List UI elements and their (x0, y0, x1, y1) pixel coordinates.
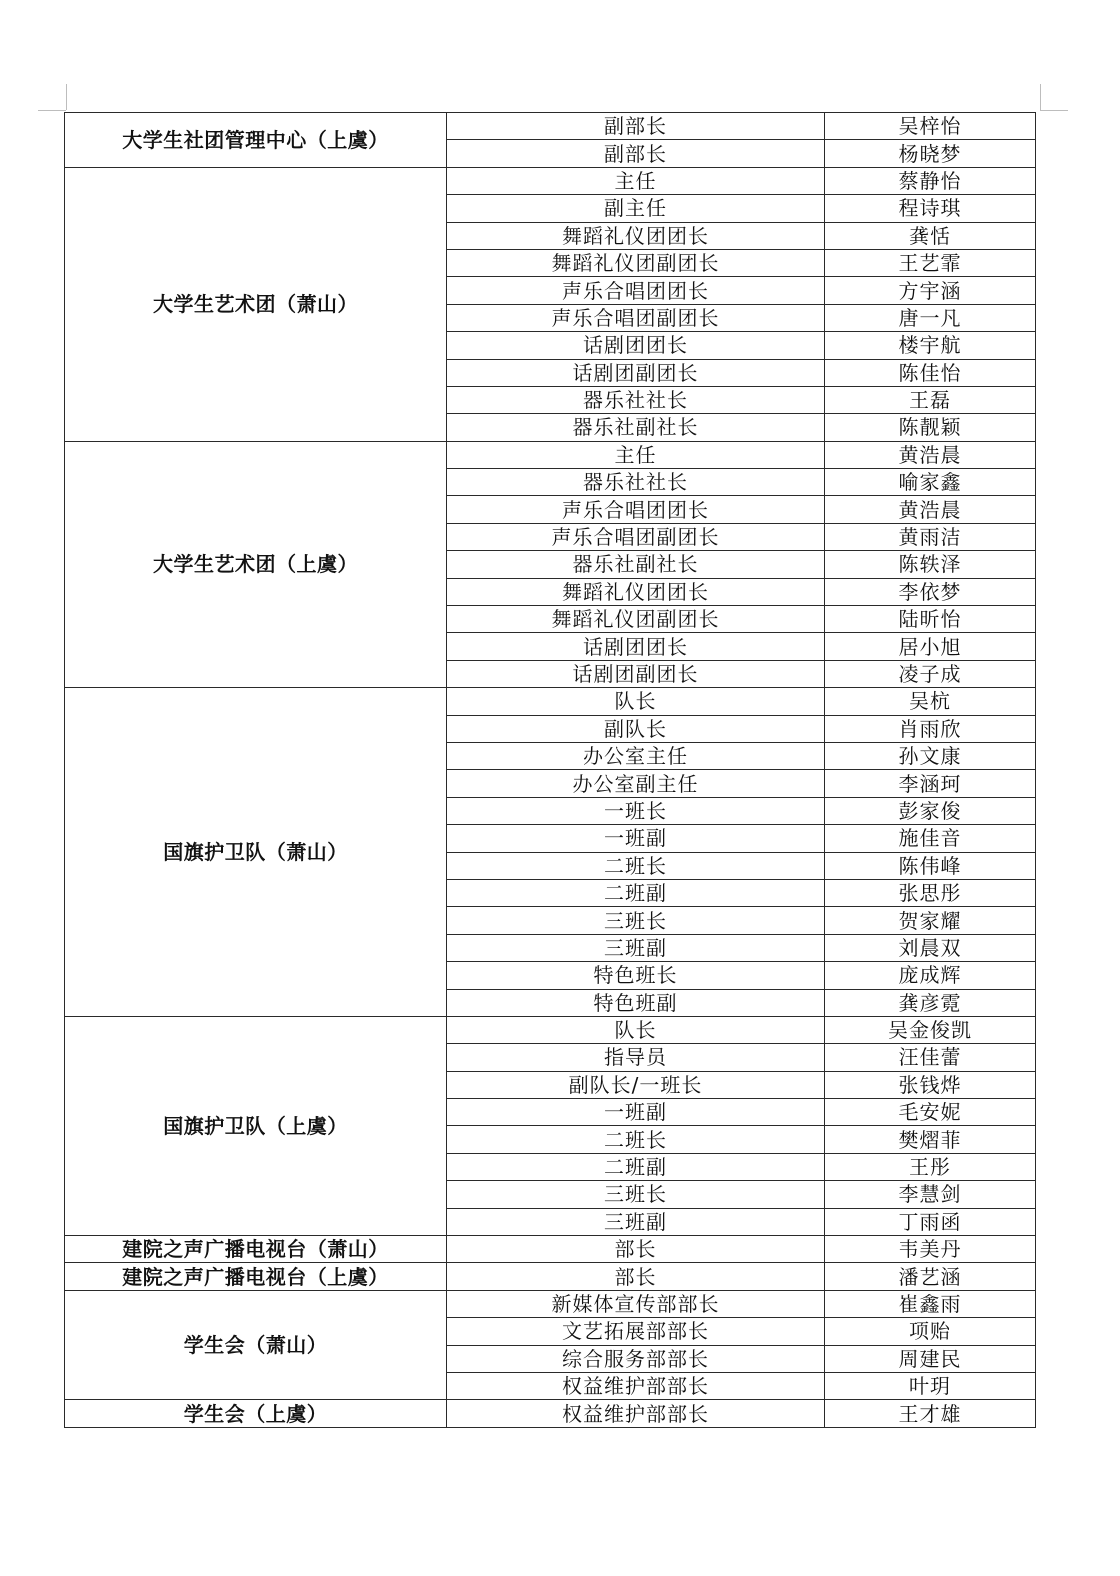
member-name-cell: 汪佳蕾 (825, 1044, 1036, 1071)
organization-cell: 国旗护卫队（萧山） (65, 688, 447, 1017)
position-cell: 二班长 (447, 852, 825, 879)
member-name-cell: 刘晨双 (825, 934, 1036, 961)
position-cell: 一班长 (447, 797, 825, 824)
position-cell: 舞蹈礼仪团团长 (447, 222, 825, 249)
member-name-cell: 王艺霏 (825, 249, 1036, 276)
position-cell: 办公室主任 (447, 742, 825, 769)
organization-cell: 建院之声广播电视台（萧山） (65, 1236, 447, 1263)
table-row (65, 441, 1036, 468)
position-cell: 话剧团副团长 (447, 359, 825, 386)
table-row (65, 113, 1036, 140)
member-name-cell: 樊熠菲 (825, 1126, 1036, 1153)
position-cell: 副主任 (447, 195, 825, 222)
position-cell: 队长 (447, 688, 825, 715)
crop-mark-top-left-vertical (66, 84, 67, 110)
position-cell: 一班副 (447, 1099, 825, 1126)
member-name-cell: 蔡静怡 (825, 167, 1036, 194)
table-row (65, 1263, 1036, 1290)
member-name-cell: 凌子成 (825, 660, 1036, 687)
position-cell: 办公室副主任 (447, 770, 825, 797)
member-name-cell: 周建民 (825, 1345, 1036, 1372)
organization-cell: 建院之声广播电视台（上虞） (65, 1263, 447, 1290)
position-cell: 权益维护部部长 (447, 1372, 825, 1399)
position-cell: 主任 (447, 167, 825, 194)
table-row (65, 1236, 1036, 1263)
member-name-cell: 王磊 (825, 386, 1036, 413)
member-name-cell: 龚恬 (825, 222, 1036, 249)
member-name-cell: 居小旭 (825, 633, 1036, 660)
member-name-cell: 李依梦 (825, 578, 1036, 605)
organization-cell: 学生会（上虞） (65, 1400, 447, 1427)
position-cell: 特色班长 (447, 962, 825, 989)
member-name-cell: 叶玥 (825, 1372, 1036, 1399)
position-cell: 部长 (447, 1263, 825, 1290)
position-cell: 二班副 (447, 879, 825, 906)
member-name-cell: 李慧剑 (825, 1181, 1036, 1208)
position-cell: 特色班副 (447, 989, 825, 1016)
position-cell: 器乐社社长 (447, 386, 825, 413)
organization-cell: 大学生艺术团（萧山） (65, 167, 447, 441)
position-cell: 器乐社副社长 (447, 551, 825, 578)
position-cell: 二班长 (447, 1126, 825, 1153)
member-name-cell: 陈轶泽 (825, 551, 1036, 578)
position-cell: 新媒体宣传部部长 (447, 1290, 825, 1317)
member-name-cell: 张钱烨 (825, 1071, 1036, 1098)
position-cell: 话剧团副团长 (447, 660, 825, 687)
position-cell: 指导员 (447, 1044, 825, 1071)
position-cell: 声乐合唱团副团长 (447, 523, 825, 550)
crop-mark-top-left-horizontal (38, 110, 66, 111)
position-cell: 队长 (447, 1016, 825, 1043)
member-name-cell: 肖雨欣 (825, 715, 1036, 742)
member-name-cell: 毛安妮 (825, 1099, 1036, 1126)
roster-body (65, 113, 1036, 1428)
position-cell: 部长 (447, 1236, 825, 1263)
position-cell: 二班副 (447, 1153, 825, 1180)
member-name-cell: 吴梓怡 (825, 113, 1036, 140)
member-name-cell: 黄浩晨 (825, 496, 1036, 523)
position-cell: 权益维护部部长 (447, 1400, 825, 1427)
member-name-cell: 杨晓梦 (825, 140, 1036, 167)
member-name-cell: 潘艺涵 (825, 1263, 1036, 1290)
member-name-cell: 吴金俊凯 (825, 1016, 1036, 1043)
position-cell: 舞蹈礼仪团副团长 (447, 606, 825, 633)
member-name-cell: 方宇涵 (825, 277, 1036, 304)
member-name-cell: 陈伟峰 (825, 852, 1036, 879)
table-row (65, 1016, 1036, 1043)
table-row (65, 167, 1036, 194)
organization-cell: 大学生艺术团（上虞） (65, 441, 447, 688)
roster-table (64, 112, 1036, 1428)
position-cell: 话剧团团长 (447, 332, 825, 359)
member-name-cell: 黄雨洁 (825, 523, 1036, 550)
position-cell: 一班副 (447, 825, 825, 852)
member-name-cell: 唐一凡 (825, 304, 1036, 331)
crop-mark-top-right-vertical (1040, 84, 1041, 110)
position-cell: 三班副 (447, 934, 825, 961)
member-name-cell: 施佳音 (825, 825, 1036, 852)
position-cell: 副队长 (447, 715, 825, 742)
member-name-cell: 王彤 (825, 1153, 1036, 1180)
table-row (65, 1400, 1036, 1427)
member-name-cell: 丁雨函 (825, 1208, 1036, 1235)
member-name-cell: 陆昕怡 (825, 606, 1036, 633)
position-cell: 声乐合唱团副团长 (447, 304, 825, 331)
organization-cell: 学生会（萧山） (65, 1290, 447, 1400)
position-cell: 副部长 (447, 140, 825, 167)
crop-mark-top-right-horizontal (1040, 110, 1068, 111)
member-name-cell: 程诗琪 (825, 195, 1036, 222)
member-name-cell: 李涵珂 (825, 770, 1036, 797)
member-name-cell: 孙文康 (825, 742, 1036, 769)
member-name-cell: 彭家俊 (825, 797, 1036, 824)
member-name-cell: 陈佳怡 (825, 359, 1036, 386)
member-name-cell: 喻家鑫 (825, 469, 1036, 496)
table-row (65, 1290, 1036, 1317)
member-name-cell: 张思彤 (825, 879, 1036, 906)
position-cell: 三班副 (447, 1208, 825, 1235)
member-name-cell: 贺家耀 (825, 907, 1036, 934)
position-cell: 话剧团团长 (447, 633, 825, 660)
organization-cell: 大学生社团管理中心（上虞） (65, 113, 447, 168)
position-cell: 器乐社社长 (447, 469, 825, 496)
member-name-cell: 崔鑫雨 (825, 1290, 1036, 1317)
member-name-cell: 龚彦霓 (825, 989, 1036, 1016)
organization-cell: 国旗护卫队（上虞） (65, 1016, 447, 1235)
member-name-cell: 庞成辉 (825, 962, 1036, 989)
position-cell: 声乐合唱团团长 (447, 277, 825, 304)
position-cell: 声乐合唱团团长 (447, 496, 825, 523)
member-name-cell: 陈靓颖 (825, 414, 1036, 441)
member-name-cell: 王才雄 (825, 1400, 1036, 1427)
position-cell: 舞蹈礼仪团团长 (447, 578, 825, 605)
member-name-cell: 吴杭 (825, 688, 1036, 715)
member-name-cell: 楼宇航 (825, 332, 1036, 359)
position-cell: 主任 (447, 441, 825, 468)
table-row (65, 688, 1036, 715)
position-cell: 文艺拓展部部长 (447, 1318, 825, 1345)
position-cell: 三班长 (447, 1181, 825, 1208)
position-cell: 舞蹈礼仪团副团长 (447, 249, 825, 276)
member-name-cell: 黄浩晨 (825, 441, 1036, 468)
member-name-cell: 项贻 (825, 1318, 1036, 1345)
position-cell: 三班长 (447, 907, 825, 934)
position-cell: 副部长 (447, 113, 825, 140)
member-name-cell: 韦美丹 (825, 1236, 1036, 1263)
position-cell: 器乐社副社长 (447, 414, 825, 441)
position-cell: 综合服务部部长 (447, 1345, 825, 1372)
position-cell: 副队长/一班长 (447, 1071, 825, 1098)
